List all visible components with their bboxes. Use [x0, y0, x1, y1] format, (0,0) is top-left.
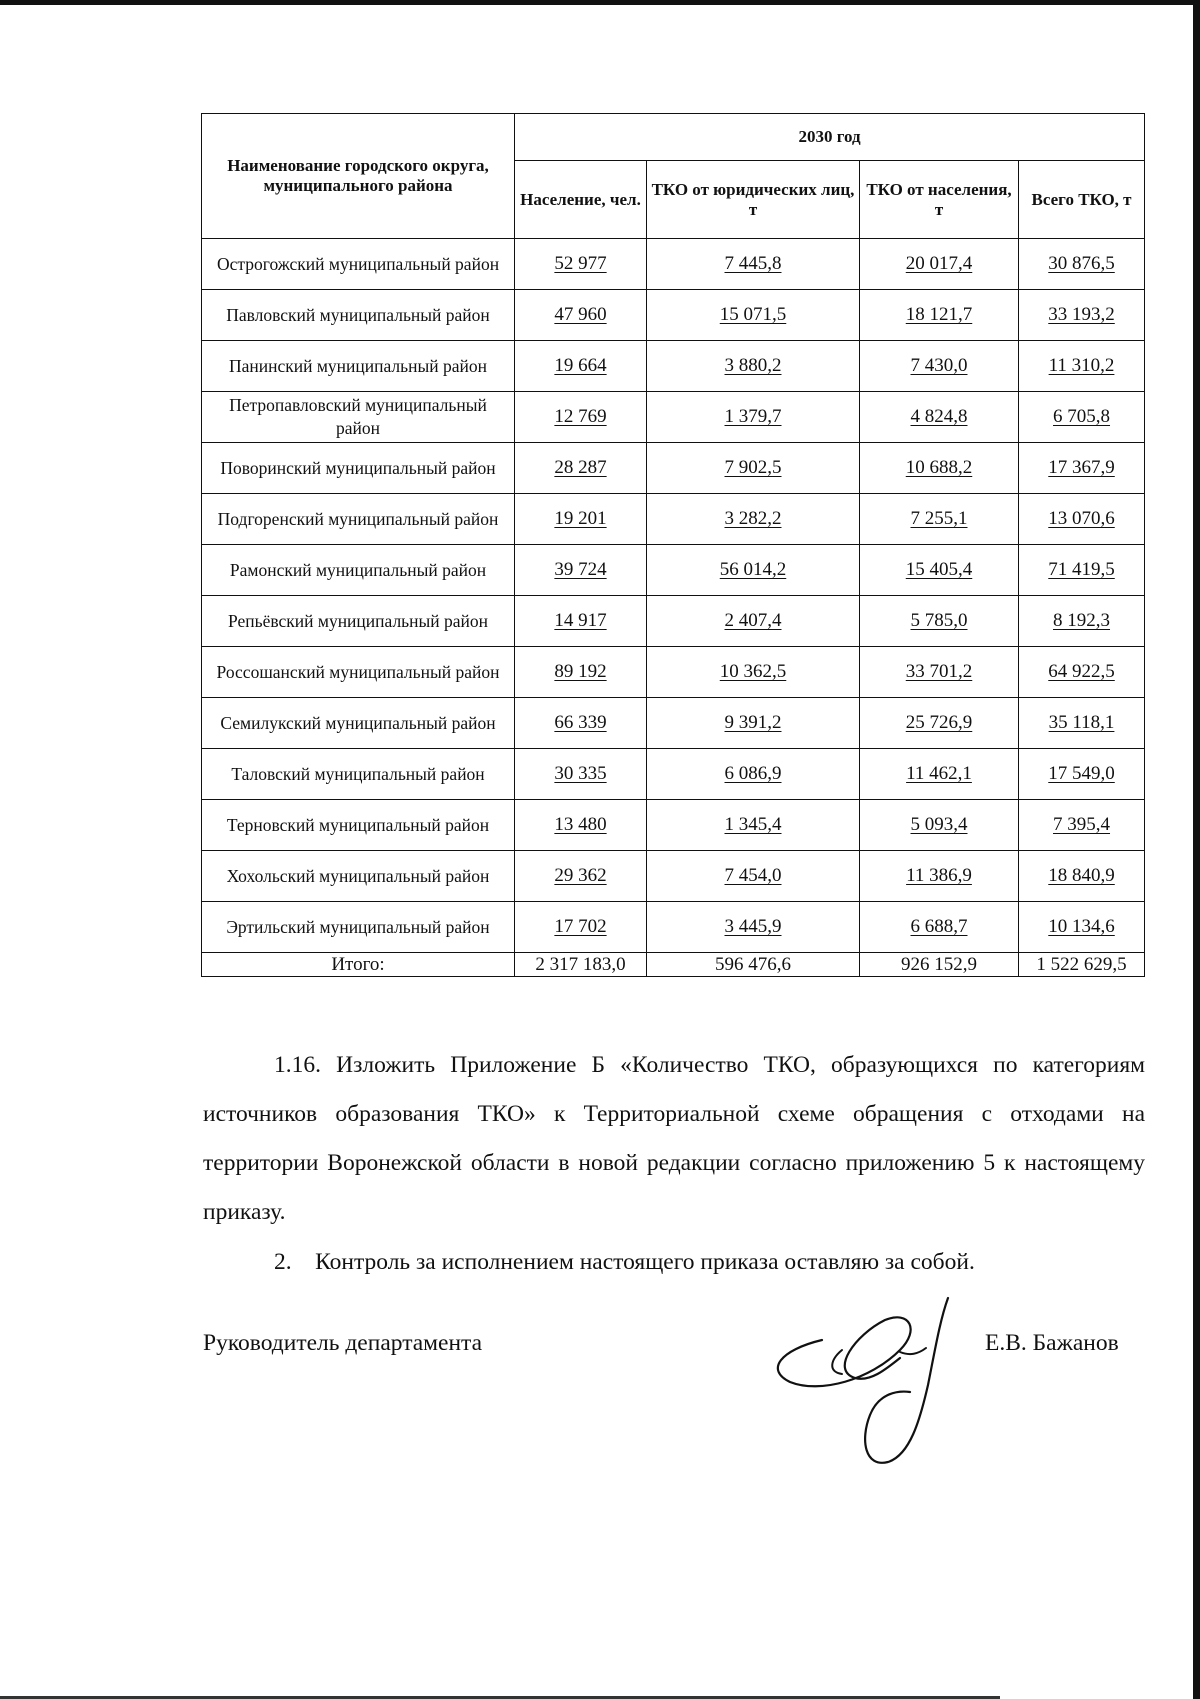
population-value: 30 335	[554, 763, 607, 784]
district-name: Хохольский муниципальный район	[202, 851, 515, 902]
population-value: 29 362	[554, 865, 607, 886]
tko-residents-value: 7 255,1	[910, 508, 968, 529]
total-row	[202, 953, 1145, 977]
header-tko-total: Всего ТКО, т	[1019, 161, 1145, 239]
population-value: 39 724	[554, 559, 607, 580]
population-value: 52 977	[554, 253, 607, 274]
population-value: 19 664	[554, 355, 607, 376]
tko-legal-value: 10 362,5	[719, 661, 787, 682]
tko-total-value: 17 367,9	[1048, 457, 1115, 478]
district-name: Эртильский муниципальный район	[202, 902, 515, 953]
total-tko-residents: 926 152,9	[860, 953, 1019, 977]
population-value: 47 960	[554, 304, 607, 325]
population-value: 28 287	[554, 457, 607, 478]
tko-legal-value: 6 086,9	[724, 763, 782, 784]
district-name: Павловский муниципальный район	[202, 290, 515, 341]
district-name: Подгоренский муниципальный район	[202, 494, 515, 545]
table-row	[202, 749, 1145, 800]
tko-legal-value: 9 391,2	[724, 712, 782, 733]
district-name: Семилукский муниципальный район	[202, 698, 515, 749]
population-value: 17 702	[554, 916, 607, 937]
tko-legal-value: 3 445,9	[724, 916, 782, 937]
tko-residents-value: 15 405,4	[905, 559, 973, 580]
tko-legal-value: 1 379,7	[724, 406, 782, 427]
total-label: Итого:	[202, 953, 515, 977]
tko-total-value: 17 549,0	[1048, 763, 1115, 784]
table-row	[202, 800, 1145, 851]
district-name: Панинский муниципальный район	[202, 341, 515, 392]
tko-residents-value: 10 688,2	[905, 457, 973, 478]
tko-legal-value: 15 071,5	[719, 304, 787, 325]
signer-position: Руководитель департамента	[203, 1330, 483, 1356]
table-row	[202, 443, 1145, 494]
tko-table	[201, 113, 1145, 977]
population-value: 89 192	[554, 661, 607, 682]
tko-total-value: 13 070,6	[1048, 508, 1115, 529]
district-name: Острогожский муниципальный район	[202, 239, 515, 290]
table-row	[202, 851, 1145, 902]
tko-residents-value: 7 430,0	[910, 355, 968, 376]
district-name: Рамонский муниципальный район	[202, 545, 515, 596]
tko-legal-value: 7 902,5	[724, 457, 782, 478]
scan-border-right	[1193, 0, 1200, 1699]
tko-legal-value: 3 880,2	[724, 355, 782, 376]
district-name: Поворинский муниципальный район	[202, 443, 515, 494]
tko-residents-value: 4 824,8	[910, 406, 968, 427]
tko-total-value: 33 193,2	[1048, 304, 1115, 325]
population-value: 19 201	[554, 508, 607, 529]
district-name: Таловский муниципальный район	[202, 749, 515, 800]
handwritten-signature	[760, 1290, 970, 1475]
header-name-column: Наименование городского округа, муниципального района	[202, 114, 515, 239]
tko-total-value: 30 876,5	[1048, 253, 1115, 274]
tko-total-value: 10 134,6	[1048, 916, 1115, 937]
tko-residents-value: 5 785,0	[910, 610, 968, 631]
tko-residents-value: 11 462,1	[906, 763, 972, 784]
tko-total-value: 7 395,4	[1053, 814, 1111, 835]
header-tko-residents: ТКО от населения, т	[860, 161, 1019, 239]
tko-total-value: 6 705,8	[1053, 406, 1111, 427]
tko-total-value: 11 310,2	[1048, 355, 1115, 376]
table-row	[202, 545, 1145, 596]
table-row	[202, 494, 1145, 545]
district-name: Петропавловский муниципальный район	[202, 392, 515, 443]
table-row	[202, 596, 1145, 647]
tko-total-value: 71 419,5	[1048, 559, 1115, 580]
tko-residents-value: 25 726,9	[905, 712, 973, 733]
population-value: 66 339	[554, 712, 607, 733]
tko-legal-value: 1 345,4	[724, 814, 782, 835]
paragraph-2: 2. Контроль за исполнением настоящего приказа оставляю за собой.	[274, 1249, 975, 1275]
header-population: Население, чел.	[515, 161, 647, 239]
tko-residents-value: 6 688,7	[910, 916, 968, 937]
total-tko-legal: 596 476,6	[647, 953, 860, 977]
header-tko-legal: ТКО от юридических лиц, т	[647, 161, 860, 239]
scan-border-top	[0, 0, 1200, 5]
tko-legal-value: 7 454,0	[724, 865, 782, 886]
table-row	[202, 392, 1145, 443]
total-tko-total: 1 522 629,5	[1019, 953, 1145, 977]
tko-total-value: 18 840,9	[1048, 865, 1115, 886]
tko-total-value: 35 118,1	[1048, 712, 1115, 733]
tko-residents-value: 18 121,7	[905, 304, 973, 325]
total-population: 2 317 183,0	[515, 953, 647, 977]
district-name: Терновский муниципальный район	[202, 800, 515, 851]
header-year: 2030 год	[515, 114, 1145, 161]
population-value: 12 769	[554, 406, 607, 427]
table-row	[202, 290, 1145, 341]
tko-legal-value: 2 407,4	[724, 610, 782, 631]
table-row	[202, 341, 1145, 392]
table-row	[202, 647, 1145, 698]
district-name: Россошанский муниципальный район	[202, 647, 515, 698]
table-row	[202, 239, 1145, 290]
table-row	[202, 698, 1145, 749]
tko-total-value: 64 922,5	[1048, 661, 1115, 682]
signer-name: Е.В. Бажанов	[985, 1330, 1119, 1356]
population-value: 14 917	[554, 610, 607, 631]
table-row	[202, 902, 1145, 953]
tko-legal-value: 7 445,8	[724, 253, 782, 274]
paragraph-1-16: 1.16. Изложить Приложение Б «Количество ТКО, образующихся по категориям источников образования ТКО» к Территориальной схеме обращения с отходами на территории Воронежской области в новой редакции согласно приложению 5 к настоящему приказу.	[203, 1052, 1145, 1225]
district-name: Репьёвский муниципальный район	[202, 596, 515, 647]
tko-residents-value: 20 017,4	[905, 253, 973, 274]
population-value: 13 480	[554, 814, 607, 835]
tko-legal-value: 3 282,2	[724, 508, 782, 529]
tko-legal-value: 56 014,2	[719, 559, 787, 580]
tko-total-value: 8 192,3	[1053, 610, 1111, 631]
tko-residents-value: 33 701,2	[905, 661, 973, 682]
tko-residents-value: 5 093,4	[910, 814, 968, 835]
tko-residents-value: 11 386,9	[906, 865, 972, 886]
